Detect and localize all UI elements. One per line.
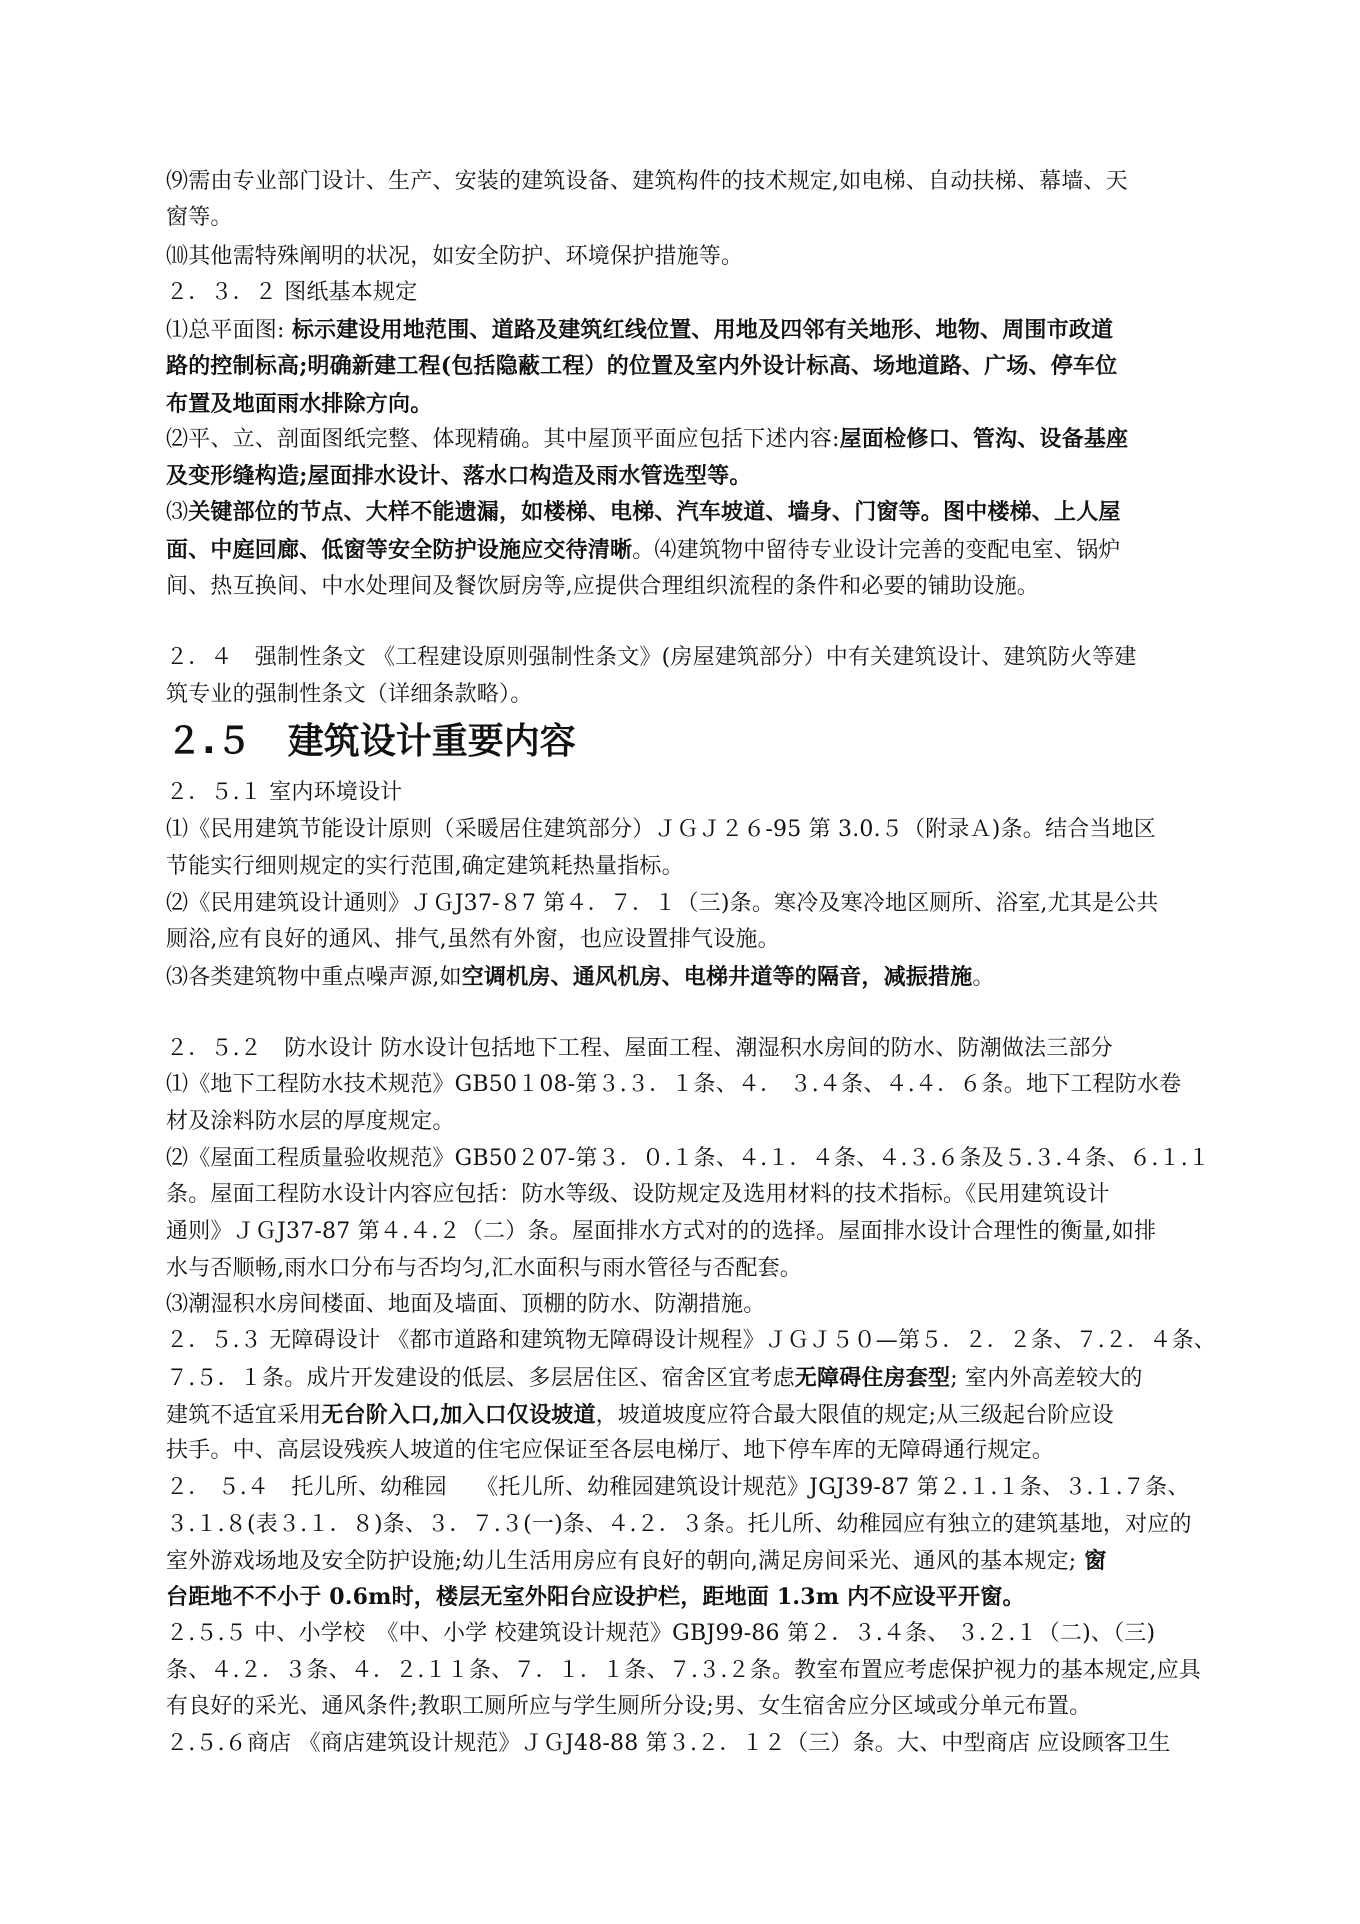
text-line: ⑵《屋面工程质量验收规范》GB50２07-第３．０.１条、４.１．４条、４.３.６条及５.３.４条、６.１.１ <box>166 1146 1211 1171</box>
text-line: 材及涂料防水层的厚度规定。 <box>166 1109 455 1134</box>
text-line: 间、热互换间、中水处理间及餐饮厨房等,应提供合理组织流程的条件和必要的铺助设施。 <box>166 574 1039 599</box>
section-subheading: ２．５.２ 防水设计 防水设计包括地下工程、屋面工程、潮湿积水房间的防水、防潮做法三部分 <box>166 1036 1113 1061</box>
bold-run: 关键部位的节点、大样不能遗漏，如楼梯、电梯、汽车坡道、墙身、门窗等。图中楼梯、上人屋 <box>188 499 1121 525</box>
text-line: 筑专业的强制性条文（详细条款略）。 <box>166 682 533 707</box>
text-run: ７.５．１条。成片开发建设的低层、多层居住区、宿舍区宜考虑 <box>166 1366 795 1391</box>
text-line: 条。屋面工程防水设计内容应包括：防水等级、设防规定及选用材料的技术指标。《民用建筑设计 <box>166 1182 1110 1207</box>
text-run: ，坡道坡度应符合最大限值的规定;从三级起台阶应设 <box>595 1403 1114 1428</box>
text-line: ⑵《民用建筑设计通则》ＪＧJ37-８7 第４．７．１（三)条。寒冷及寒冷地区厕所、浴室,尤其是公共 <box>166 891 1159 916</box>
text-line: ⑴《地下工程防水技术规范》GB50１08-第３.３．１条、４． ３.４条、４.４．６条。地下工程防水卷 <box>166 1072 1182 1097</box>
text-run: 建筑不适宜采用 <box>166 1403 322 1428</box>
text-line: ⑽其他需特殊阐明的状况，如安全防护、环境保护措施等。 <box>166 244 744 269</box>
section-title: 建筑设计重要内容 <box>287 721 576 762</box>
bold-line: 台距地不不小于 0.6m时，楼层无室外阳台应设护栏，距地面 1.3m 内不应设平开窗。 <box>166 1584 1025 1610</box>
section-heading <box>166 718 1206 766</box>
bold-run: 无障碍住房套型 <box>794 1365 951 1391</box>
text-run: ⑶各类建筑物中重点噪声源,如 <box>166 965 462 990</box>
text-line: 厕浴,应有良好的通风、排气,虽然有外窗，也应设置排气设施。 <box>166 927 780 952</box>
section-subheading: ２．３．２ 图纸基本规定 <box>166 280 418 305</box>
bold-run: 窗 <box>1076 1548 1107 1574</box>
text-run: ⑶ <box>166 500 189 525</box>
text-line: ⑴《民用建筑节能设计原则（采暖居住建筑部分）ＪＧＪ２６-95 第 3.0.５（附录Ａ)条。结合当地区 <box>166 817 1156 842</box>
section-number: ２.５ <box>166 721 252 762</box>
section-subheading: ２．５.１ 室内环境设计 <box>166 780 403 805</box>
text-line: 窗等。 <box>166 205 233 230</box>
text-line: 通则》ＪＧJ37-87 第４.４.２（二）条。屋面排水方式对的的选择。屋面排水设计合理性的衡量,如排 <box>166 1219 1157 1244</box>
text-run: ⑵平、立、剖面图纸完整、体现精确。其中屋顶平面应包括下述内容: <box>166 427 840 452</box>
text-line <box>166 1400 1206 1431</box>
bold-line: 路的控制标高;明确新建工程(包括隐蔽工程）的位置及室内外设计标高、场地道路、广场、停车位 <box>166 353 1118 379</box>
text-line: ⑼需由专业部门设计、生产、安装的建筑设备、建筑构件的技术规定,如电梯、自动扶梯、幕墙、天 <box>166 169 1128 194</box>
bold-run: 标示建设用地范围、道路及建筑红线位置、用地及四邻有关地形、地物、周围市政道 <box>291 317 1114 343</box>
text-line: ２．４ 强制性条文 《工程建设原则强制性条文》(房屋建筑部分）中有关建筑设计、建筑防火等建 <box>166 645 1137 670</box>
section-subheading: ２． ５.４ 托儿所、幼稚园 《托儿所、幼稚园建筑设计规范》JGJ39-87 第２.１.１条、３.１.７条、 <box>166 1475 1190 1500</box>
bold-run: 面、中庭回廊、低窗等安全防护设施应交待清晰 <box>166 537 633 563</box>
text-run: 。 <box>972 965 995 990</box>
text-run: ⑴总平面图: <box>166 318 292 343</box>
bold-run: 屋面检修口、管沟、设备基座 <box>839 426 1129 452</box>
text-line: 水与否顺畅,雨水口分布与否均匀,汇水面积与雨水管径与否配套。 <box>166 1256 802 1281</box>
text-line: ⑶潮湿积水房间楼面、地面及墙面、顶棚的防水、防潮措施。 <box>166 1292 766 1317</box>
bold-run: 无台阶入口,加入口仅设坡道 <box>321 1402 596 1428</box>
text-line <box>166 424 1206 455</box>
bold-line: 及变形缝构造;屋面排水设计、落水口构造及雨水管选型等。 <box>166 463 752 489</box>
text-line <box>166 1546 1206 1577</box>
text-line <box>166 1363 1206 1394</box>
text-line: 条、４.２．３条、４．２.１１条、７．１．１条、７.３.２条。教室布置应考虑保护视力的基本规定,应具 <box>166 1658 1201 1683</box>
section-subheading: ２．５.３ 无障碍设计 《都市道路和建筑物无障碍设计规程》ＪＧＪ５０—第５．２．２条、７.２．４条、 <box>166 1328 1216 1353</box>
text-line <box>166 962 1206 993</box>
text-run: ; 室内外高差较大的 <box>950 1366 1143 1391</box>
text-line <box>166 497 1206 528</box>
text-line: ３.１.８(表３.１．８)条、３．７.３(一)条、４.２．３条。托儿所、幼稚园应有独立的建筑基地，对应的 <box>166 1512 1192 1537</box>
text-line <box>166 535 1206 566</box>
section-subheading: ２.５.５ 中、小学校 《中、小学 校建筑设计规范》GBJ99-86 第２．３.４条、 ３.２.１（二)、（三) <box>166 1621 1156 1646</box>
section-subheading: ２.５.６商店 《商店建筑设计规范》ＪＧJ48-88 第３.２．１２（三）条。大、中型商店 应设顾客卫生 <box>166 1731 1171 1756</box>
text-line: 扶手。中、高层设残疾人坡道的住宅应保证至各层电梯厅、地下停车库的无障碍通行规定。 <box>166 1438 1055 1463</box>
bold-run: 空调机房、通风机房、电梯井道等的隔音，减振措施 <box>461 964 973 990</box>
bold-line: 布置及地面雨水排除方向。 <box>166 391 433 417</box>
text-line: 节能实行细则规定的实行范围,确定建筑耗热量指标。 <box>166 854 684 879</box>
text-run: 室外游戏场地及安全防护设施;幼儿生活用房应有良好的朝向,满足房间采光、通风的基本规定; <box>166 1549 1077 1574</box>
text-line <box>166 315 1206 346</box>
text-run: 。⑷建筑物中留待专业设计完善的变配电室、锅炉 <box>632 538 1121 563</box>
text-line: 有良好的采光、通风条件;教职工厕所应与学生厕所分设;男、女生宿舍应分区域或分单元布置。 <box>166 1694 1092 1719</box>
